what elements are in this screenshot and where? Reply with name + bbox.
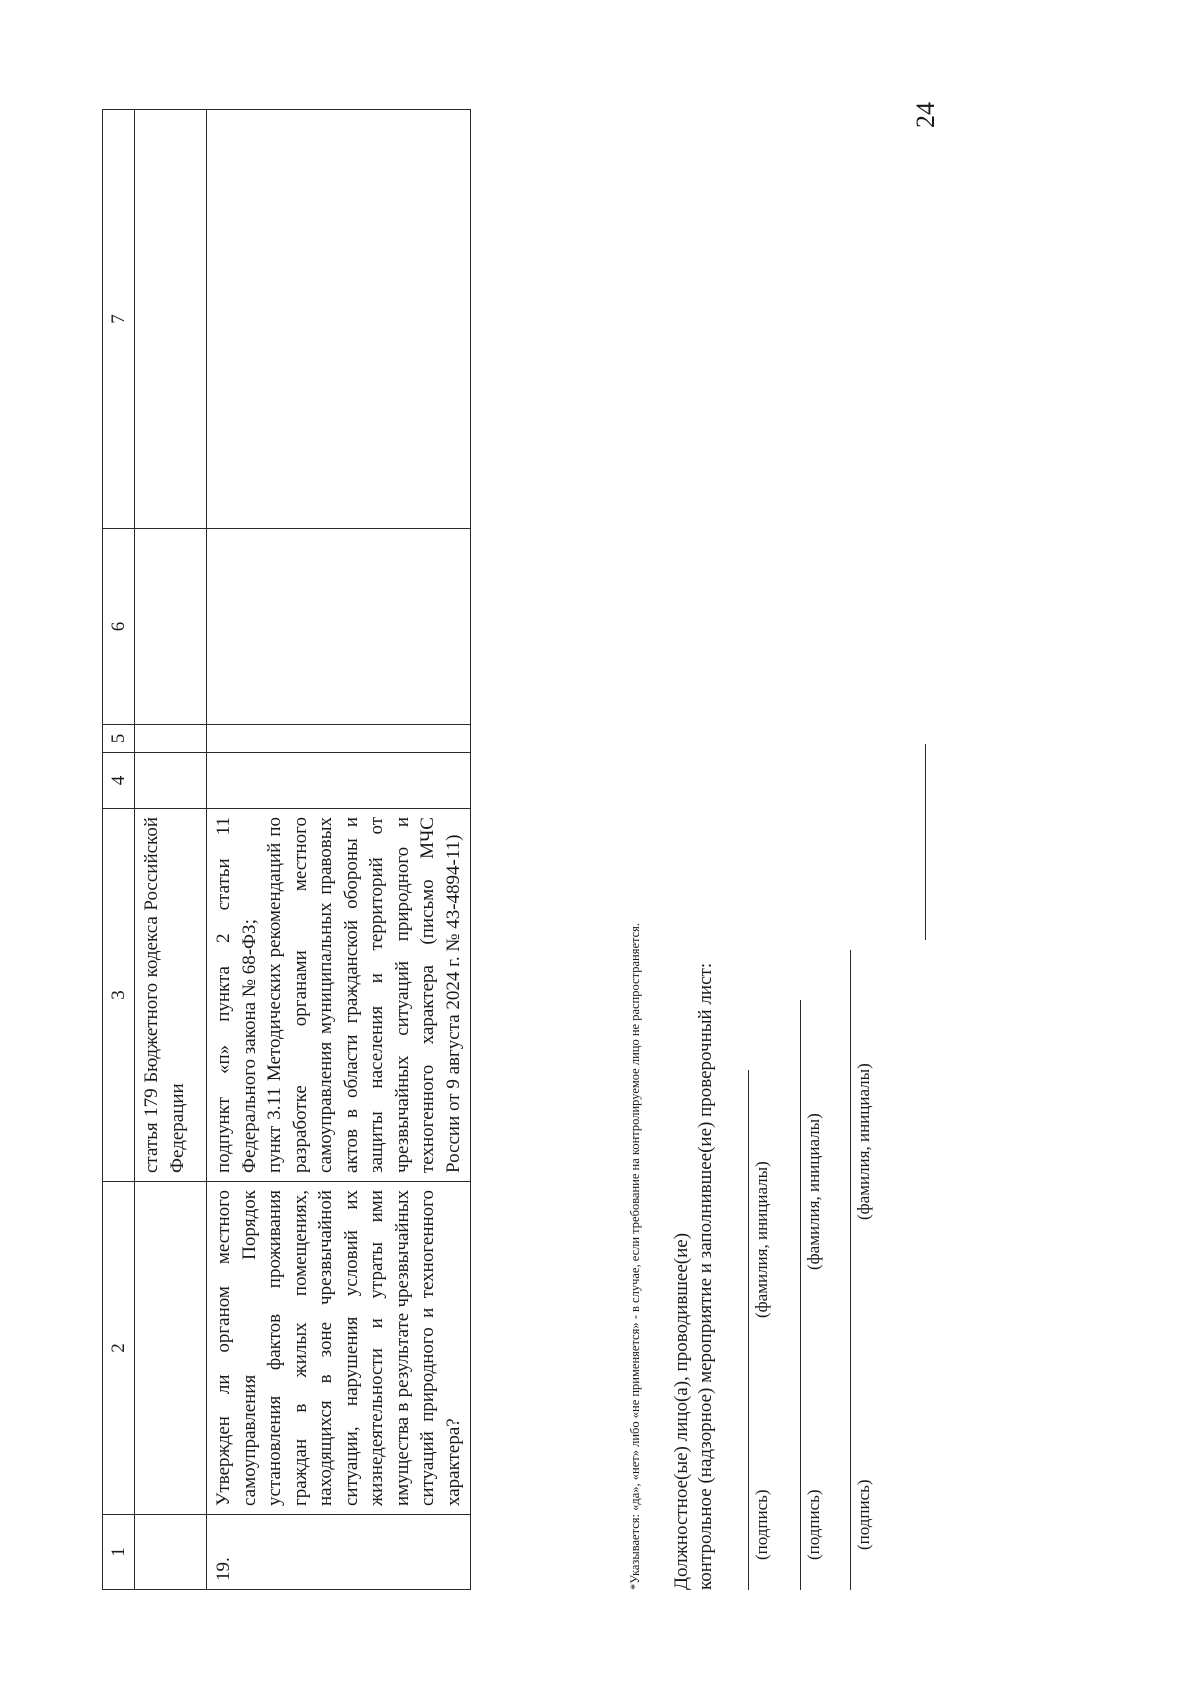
blank-signature-line	[925, 744, 926, 940]
header-col-7: 7	[103, 110, 135, 529]
cell-empty	[135, 725, 207, 753]
cell-empty	[135, 753, 207, 809]
table-header-row	[103, 110, 135, 1590]
officials-line-2: контрольное (надзорное) мероприятие и заполнившее(ие) проверочный лист:	[694, 962, 716, 1590]
header-col-2: 2	[103, 1182, 135, 1515]
cell-empty	[135, 529, 207, 725]
signature-line	[748, 1070, 749, 1590]
table-row-19	[207, 110, 471, 1590]
signature-caption: (подпись)	[804, 1489, 823, 1560]
header-col-1: 1	[103, 1515, 135, 1590]
officials-block	[670, 963, 718, 1590]
table-row-continuation	[135, 110, 207, 1590]
signature-line	[850, 950, 851, 1590]
cell-empty	[135, 1182, 207, 1515]
signature-line	[800, 1000, 801, 1590]
requisites-federal-law: подпункт «п» пункта 2 статьи 11 Федерального закона № 68-ФЗ;	[213, 817, 260, 1173]
cell-answer-na	[207, 529, 471, 725]
cell-empty	[135, 1515, 207, 1590]
header-col-6: 6	[103, 529, 135, 725]
name-caption: (фамилия, инициалы)	[752, 1161, 771, 1318]
header-col-4: 4	[103, 753, 135, 809]
cell-answer-no	[207, 725, 471, 753]
cell-empty	[135, 110, 207, 529]
header-col-5: 5	[103, 725, 135, 753]
cell-requisites	[207, 809, 471, 1182]
checklist-table	[102, 109, 471, 1590]
rotated-sheet	[0, 100, 1100, 1690]
cell-notes	[207, 110, 471, 529]
cell-question: Утвержден ли органом местного самоуправления Порядок установления фактов проживания граждан в жилых помещениях, находящихся в зоне чрезвычайной ситуации, нарушения условий их жизнедеятельности и утраты ими имущества в результате чрезвычайных ситуаций природного и техногенного характера?	[207, 1182, 471, 1515]
name-caption: (фамилия, инициалы)	[804, 1113, 823, 1270]
officials-line-1: Должностное(ые) лицо(а), проводившее(ие)	[671, 1232, 692, 1590]
footnote: *Указывается: «да», «нет» либо «не применяется» - в случае, если требование на контролируемое лицо не распространяется.	[628, 922, 642, 1590]
requisites-methodical-recommendations: пункт 3.11 Методических рекомендаций по разработке органами местного самоуправления муниципальных правовых актов в области гражданской обороны и защиты населения и территорий от чрезвычайных ситуаций природного и техногенного характера (письмо МЧС России от 9 августа 2024 г. № 43-4894-11)	[264, 817, 464, 1173]
cell-row-number: 19.	[207, 1515, 471, 1590]
cell-requisites-continuation: статья 179 Бюджетного кодекса Российской Федерации	[135, 809, 207, 1182]
name-caption: (фамилия, инициалы)	[854, 1063, 873, 1220]
cell-answer-yes	[207, 753, 471, 809]
page-number: 24	[911, 102, 940, 128]
signature-caption: (подпись)	[854, 1479, 873, 1550]
header-col-3: 3	[103, 809, 135, 1182]
signature-caption: (подпись)	[752, 1489, 771, 1560]
